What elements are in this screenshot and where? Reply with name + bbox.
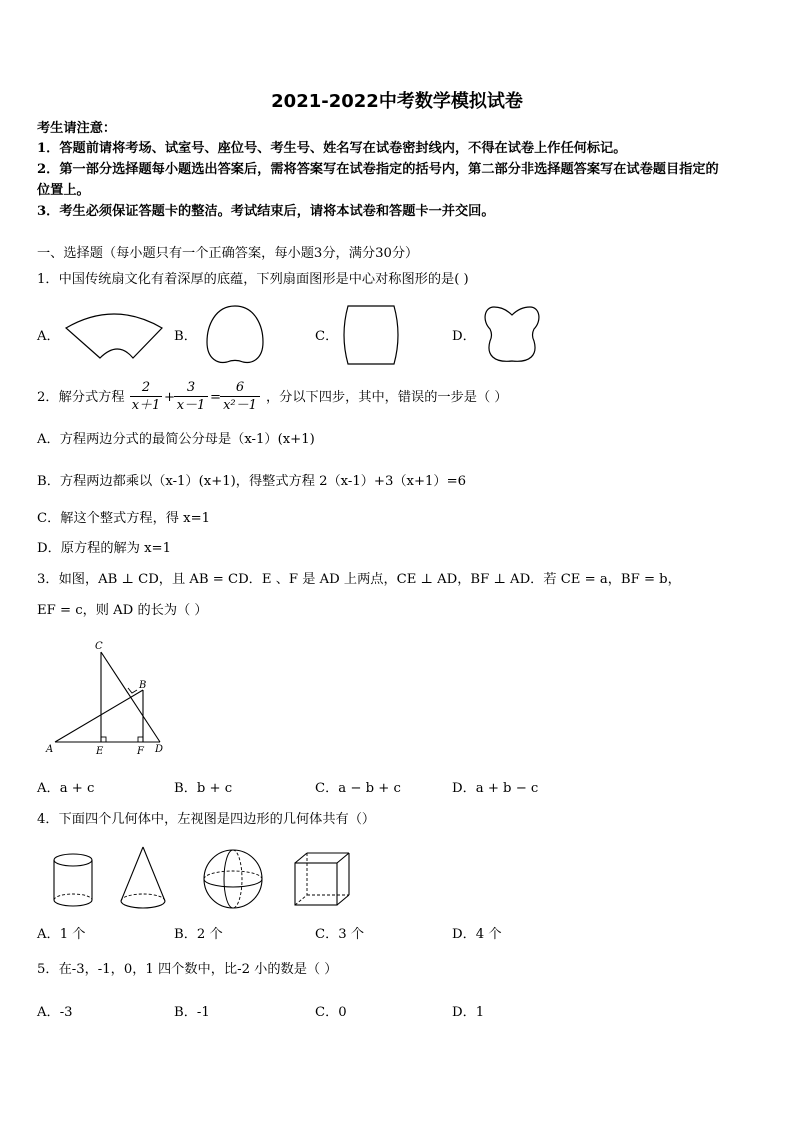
question-5-option-c: C．0 — [315, 1005, 347, 1020]
question-5-option-a: A．-3 — [37, 1005, 73, 1020]
question-2-prefix: 2．解分式方程 — [37, 390, 125, 405]
fan-shape-b — [205, 304, 265, 366]
notice-heading: 考生请注意： — [37, 121, 117, 136]
plus-sign: + — [164, 390, 176, 405]
option-label: D． — [452, 329, 476, 344]
denominator: x²－1 — [223, 398, 257, 413]
option-label: B． — [174, 329, 197, 344]
notice-item: 位置上。 — [37, 183, 90, 198]
question-2-option-c: C．解这个整式方程，得 x=1 — [37, 511, 211, 526]
question-5-stem: 5．在-3，-1，0，1 四个数中，比-2 小的数是（ ） — [37, 962, 338, 977]
question-2-option-b: B．方程两边都乘以（x-1）(x+1)，得整式方程 2（x-1）+3（x+1）=6 — [37, 474, 467, 489]
numerator: 6 — [235, 380, 245, 395]
question-4-option-d: D．4 个 — [452, 927, 502, 942]
fan-shape-d — [482, 303, 542, 365]
denominator: x－1 — [176, 398, 206, 413]
page-title: 2021-2022中考数学模拟试卷 — [271, 91, 523, 112]
fan-shape-c — [342, 304, 400, 366]
label-f: F — [137, 746, 144, 757]
fraction — [220, 380, 260, 413]
numerator: 3 — [186, 380, 196, 395]
question-5-option-d: D．1 — [452, 1005, 485, 1020]
question-1-stem: 1．中国传统扇文化有着深厚的底蕴，下列扇面图形是中心对称图形的是( ) — [37, 272, 469, 287]
question-3-option-d: D．a + b − c — [452, 781, 539, 796]
question-4-option-a: A．1 个 — [37, 927, 86, 942]
question-3-option-b: B．b + c — [174, 781, 233, 796]
question-2-option-a: A．方程两边分式的最简公分母是（x-1）(x+1) — [37, 432, 315, 447]
label-b: B — [139, 680, 147, 691]
label-d: D — [155, 744, 164, 755]
notice-item: 1．答题前请将考场、试室号、座位号、考生号、姓名写在试卷密封线内，不得在试卷上作任何标记。 — [37, 141, 627, 156]
question-3-line1: 3．如图，AB ⊥ CD，且 AB = CD．E 、F 是 AD 上两点，CE ⊥ AD，BF ⊥ AD．若 CE = a，BF = b， — [37, 572, 681, 587]
denominator: x＋1 — [131, 398, 161, 413]
label-a: A — [46, 744, 54, 755]
question-3-line2: EF = c，则 AD 的长为（ ） — [37, 603, 208, 618]
question-2-suffix: ，分以下四步，其中，错误的一步是（ ） — [266, 390, 508, 405]
question-3-option-c: C．a − b + c — [315, 781, 401, 796]
fraction — [174, 380, 208, 413]
question-3-option-a: A．a + c — [37, 781, 95, 796]
notice-item: 2．第一部分选择题每小题选出答案后，需将答案写在试卷指定的括号内，第二部分非选择题答案写在试卷题目指定的 — [37, 162, 719, 177]
sphere-shape — [202, 848, 264, 910]
cube-shape — [292, 850, 352, 908]
question-4-option-c: C．3 个 — [315, 927, 365, 942]
fraction — [130, 380, 162, 413]
cylinder-shape — [50, 852, 96, 910]
label-c: C — [95, 641, 103, 652]
cone-shape — [118, 845, 168, 913]
option-label: C． — [315, 329, 339, 344]
question-5-option-b: B．-1 — [174, 1005, 210, 1020]
label-e: E — [96, 746, 104, 757]
question-4-option-b: B．2 个 — [174, 927, 223, 942]
geometry-figure — [40, 638, 170, 760]
option-label: A． — [37, 329, 60, 344]
numerator: 2 — [141, 380, 151, 395]
equals-sign: = — [210, 390, 222, 405]
section-heading: 一、选择题（每小题只有一个正确答案，每小题3分，满分30分） — [37, 246, 419, 261]
notice-item: 3．考生必须保证答题卡的整洁。考试结束后，请将本试卷和答题卡一并交回。 — [37, 204, 495, 219]
fan-shape-a — [64, 306, 164, 364]
question-2-option-d: D．原方程的解为 x=1 — [37, 541, 171, 556]
question-4-stem: 4．下面四个几何体中，左视图是四边形的几何体共有（） — [37, 812, 376, 827]
